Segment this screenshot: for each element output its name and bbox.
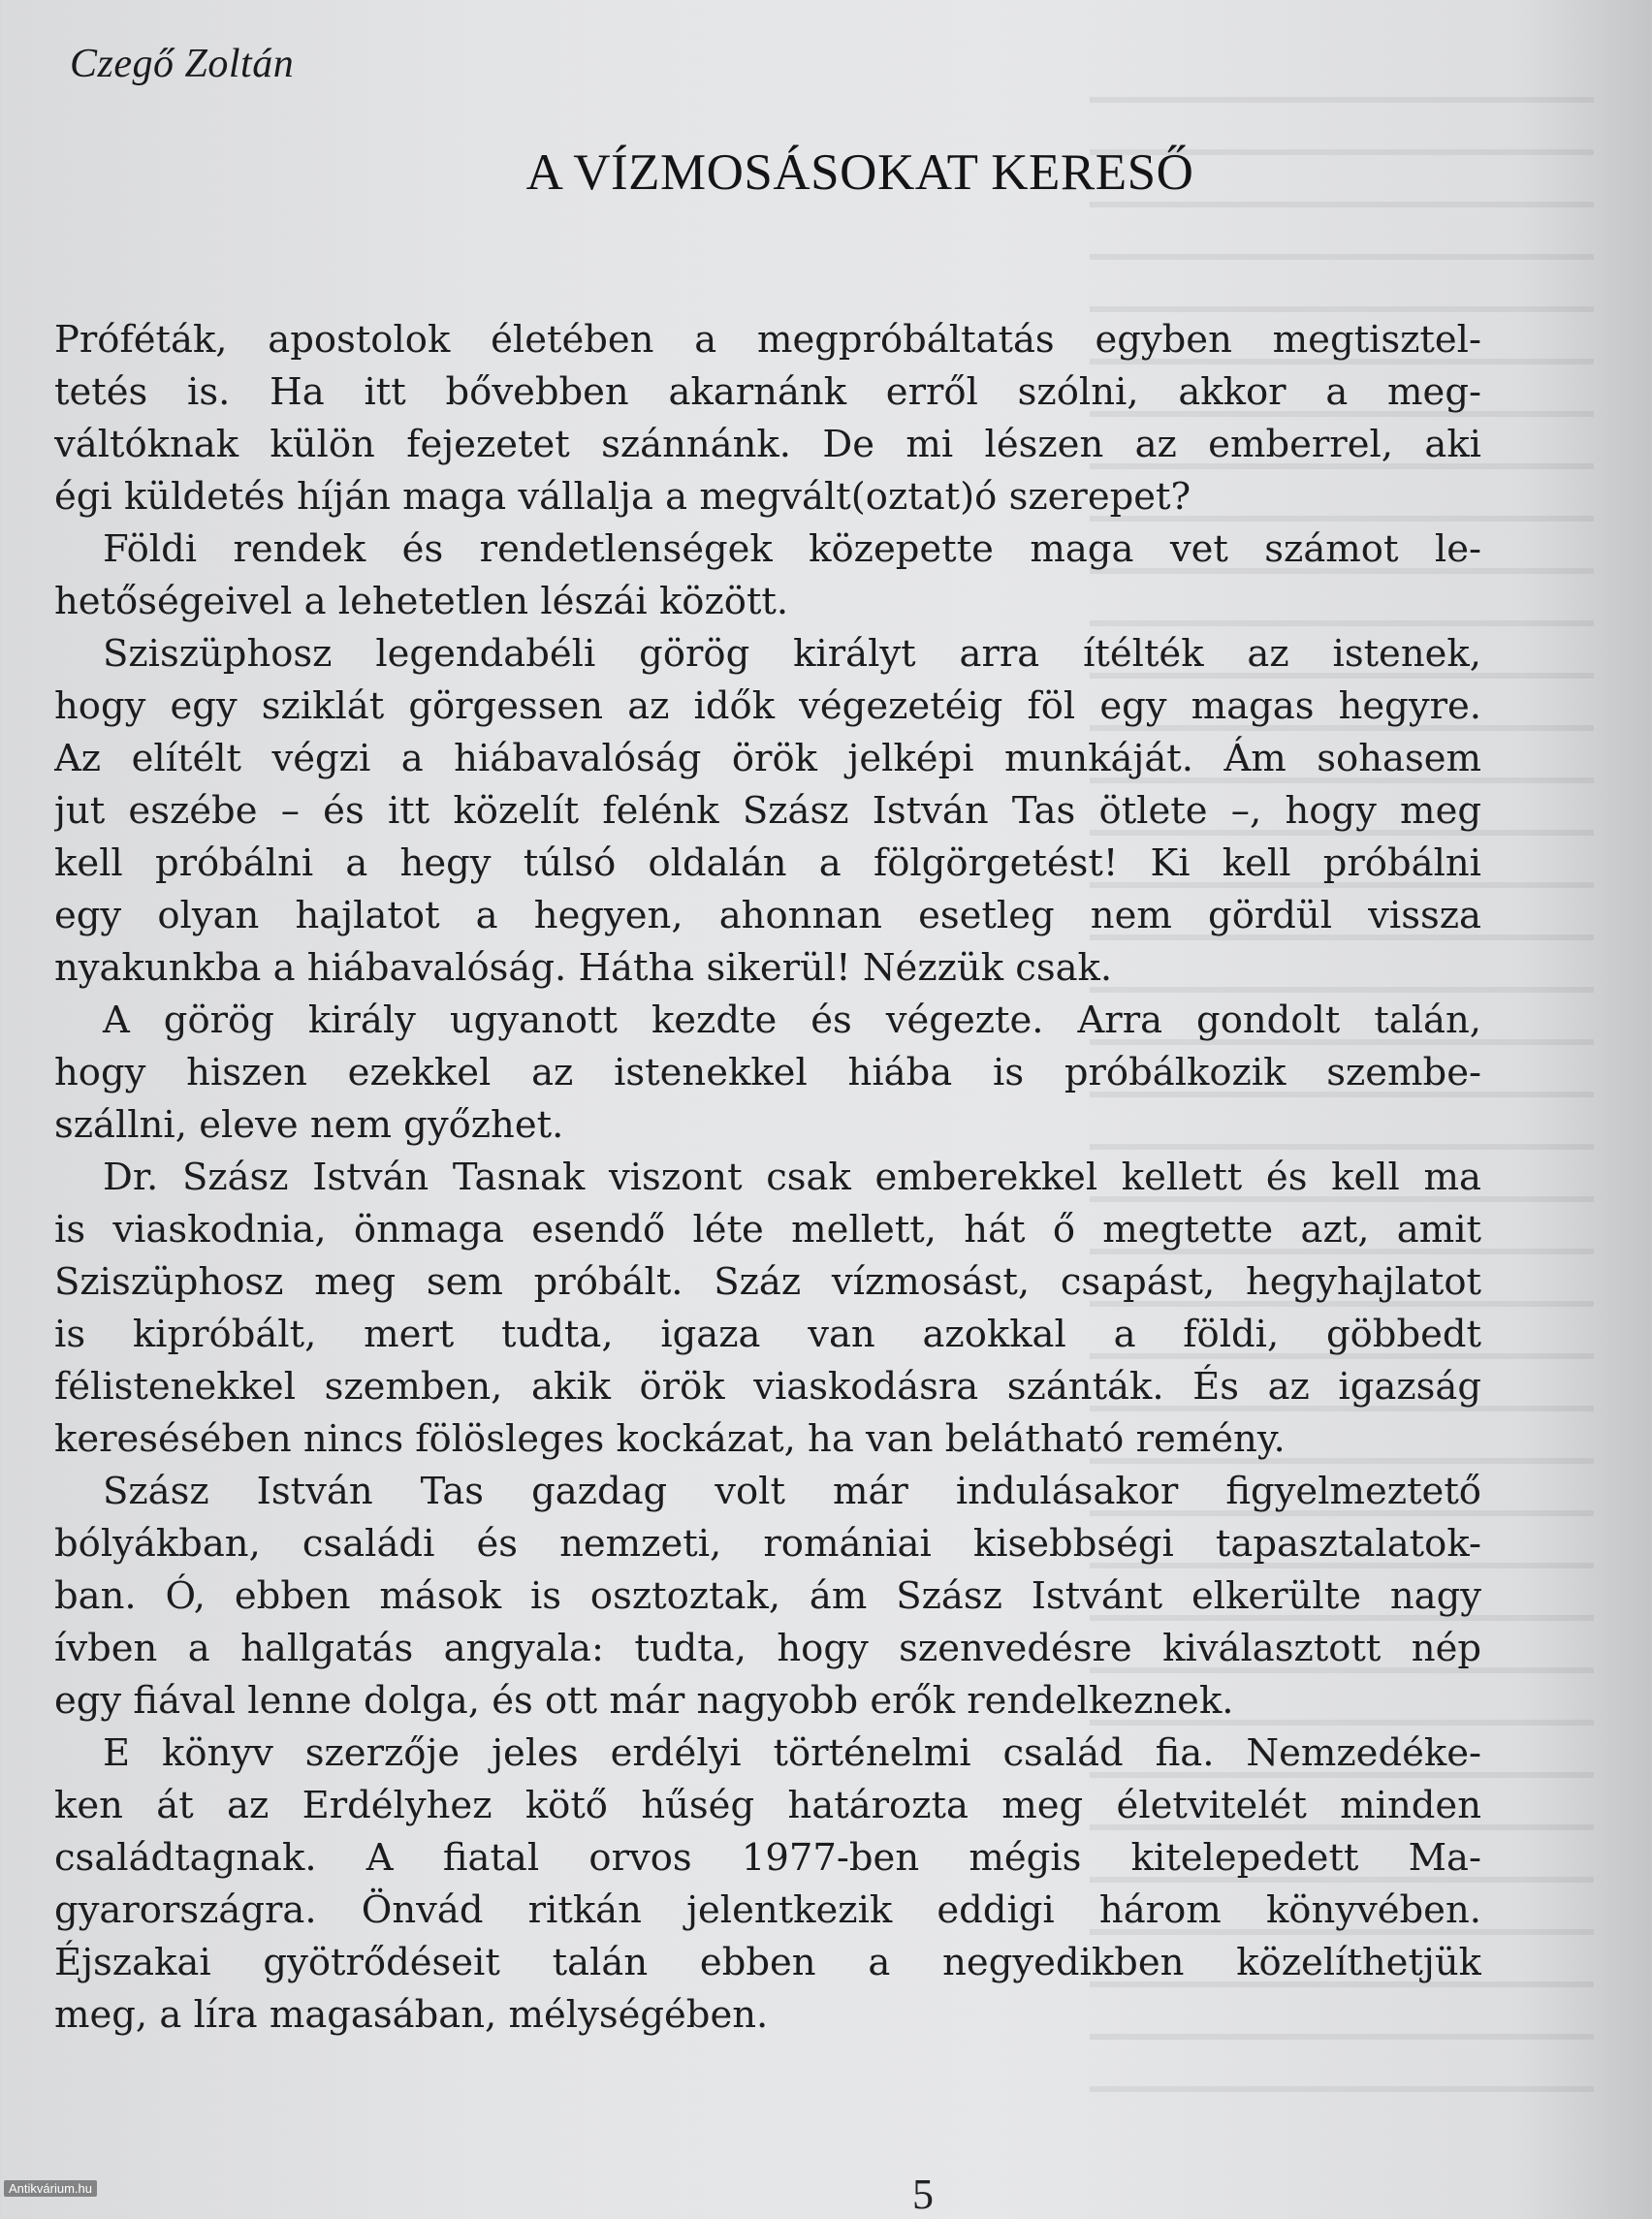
paragraph	[54, 1728, 1481, 2042]
text-line: A görög király ugyanott kezdte és végezte. Arra gondolt talán,	[103, 999, 1481, 1042]
text-line: egy olyan hajlatot a hegyen, ahonnan esetleg nem gördül vissza	[54, 894, 1481, 937]
text-line: is viaskodnia, önmaga esendő léte mellett, hát ő megtette azt, amit	[54, 1208, 1481, 1252]
text-line: családtagnak. A fiatal orvos 1977-ben mégis kitelepedett Ma-	[54, 1836, 1481, 1880]
text-line: Próféták, apostolok életében a megpróbáltatás egyben megtisztel-	[54, 318, 1481, 362]
text-line: bólyákban, családi és nemzeti, romániai kisebbségi tapasztalatok-	[54, 1522, 1481, 1566]
text-line: egy fiával lenne dolga, és ott már nagyobb erők rendelkeznek.	[54, 1679, 1234, 1723]
text-line: szállni, eleve nem győzhet.	[54, 1103, 564, 1147]
text-line: Éjszakai gyötrődéseit talán ebben a negyedikben közelíthetjük	[54, 1941, 1481, 1984]
text-line: váltóknak külön fejezetet szánnánk. De mi lészen az emberrel, aki	[54, 423, 1481, 466]
text-line: E könyv szerzője jeles erdélyi történelmi család fia. Nemzedéke-	[103, 1731, 1481, 1775]
text-line: ban. Ó, ebben mások is osztoztak, ám Szász Istvánt elkerülte nagy	[54, 1574, 1481, 1618]
text-line: tetés is. Ha itt bővebben akarnánk erről szólni, akkor a meg-	[54, 370, 1481, 414]
text-line: hogy egy sziklát görgessen az idők végezetéig föl egy magas hegyre.	[54, 684, 1481, 728]
text-line: Földi rendek és rendetlenségek közepette maga vet számot le-	[103, 527, 1481, 571]
body-text	[54, 314, 1481, 2042]
page-number: 5	[912, 2171, 934, 2218]
text-line: meg, a líra magasában, mélységében.	[54, 1993, 769, 2037]
text-line: hetőségeivel a lehetetlen lészái között.	[54, 580, 789, 623]
paragraph	[54, 314, 1481, 523]
text-line: ívben a hallgatás angyala: tudta, hogy szenvedésre kiválasztott nép	[54, 1627, 1481, 1670]
text-line: hogy hiszen ezekkel az istenekkel hiába is próbálkozik szembe-	[54, 1051, 1481, 1094]
text-line: kell próbálni a hegy túlsó oldalán a fölgörgetést! Ki kell próbálni	[54, 841, 1481, 885]
text-line: Szász István Tas gazdag volt már indulásakor figyelmeztető	[103, 1470, 1481, 1513]
text-line: gyarországra. Önvád ritkán jelentkezik eddigi három könyvében.	[54, 1888, 1481, 1932]
text-line: Az elítélt végzi a hiábavalóság örök jelképi munkáját. Ám sohasem	[54, 737, 1481, 780]
text-line: ken át az Erdélyhez kötő hűség határozta meg életvitelét minden	[54, 1784, 1481, 1827]
text-line: Sziszüphosz meg sem próbált. Száz vízmosást, csapást, hegyhajlatot	[54, 1260, 1481, 1304]
paragraph	[54, 1466, 1481, 1728]
chapter-title: A VÍZMOSÁSOKAT KERESŐ	[525, 144, 1194, 201]
text-line: jut eszébe – és itt közelít felénk Szász István Tas ötlete –, hogy meg	[54, 789, 1481, 833]
text-line: is kipróbált, mert tudta, igaza van azokkal a földi, göbbedt	[54, 1313, 1481, 1356]
paragraph	[54, 995, 1481, 1152]
watermark-logo: Antikvárium.hu	[4, 2180, 97, 2197]
text-line: égi küldetés híján maga vállalja a megvált(oztat)ó szerepet?	[54, 475, 1191, 519]
text-line: keresésében nincs fölösleges kockázat, ha van belátható remény.	[54, 1417, 1286, 1461]
author-name: Czegő Zoltán	[70, 42, 295, 86]
text-line: Sziszüphosz legendabéli görög királyt arra ítélték az istenek,	[103, 632, 1481, 676]
text-line: nyakunkba a hiábavalóság. Hátha sikerül! Nézzük csak.	[54, 946, 1113, 990]
paragraph	[54, 628, 1481, 995]
text-line: félistenekkel szemben, akik örök viaskodásra szánták. És az igazság	[54, 1365, 1481, 1409]
paragraph	[54, 523, 1481, 628]
text-line: Dr. Szász István Tasnak viszont csak emberekkel kellett és kell ma	[103, 1156, 1481, 1199]
paragraph	[54, 1152, 1481, 1466]
